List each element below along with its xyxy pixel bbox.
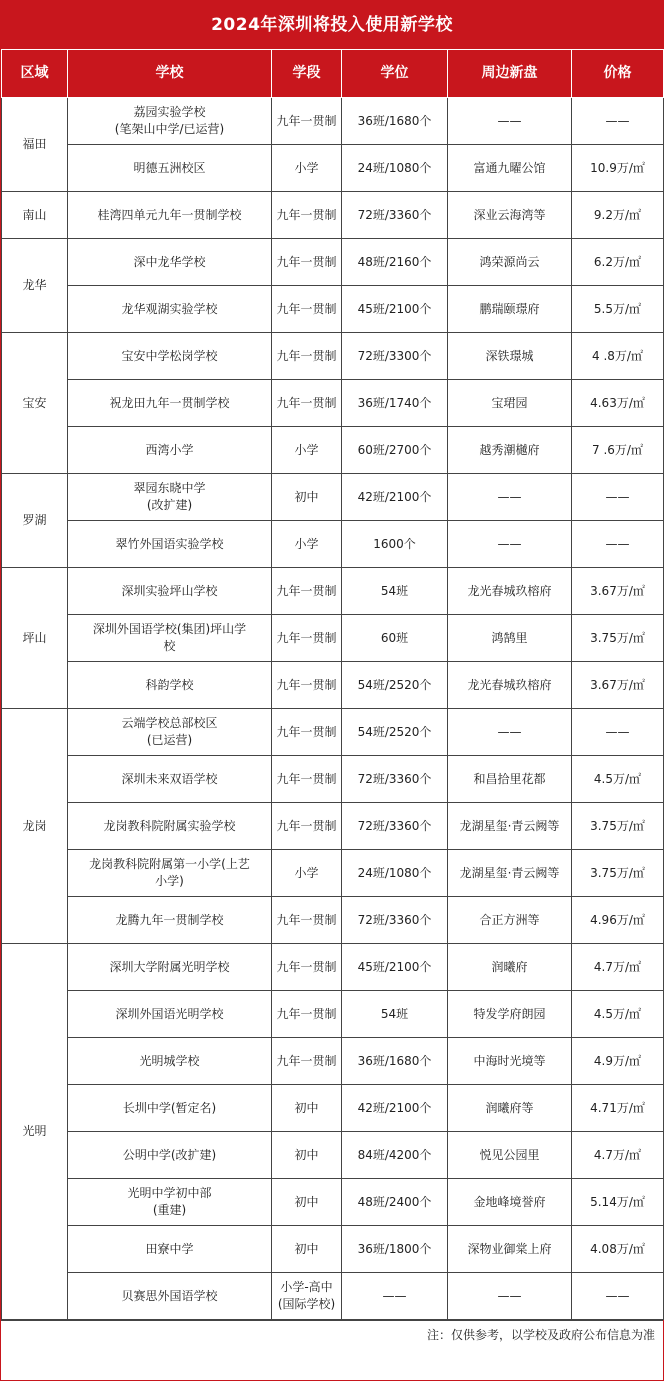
cell-estate: 润曦府等 bbox=[448, 1085, 572, 1132]
table-row bbox=[2, 850, 664, 897]
cell-district: 光明 bbox=[2, 944, 68, 1320]
cell-estate: 润曦府 bbox=[448, 944, 572, 991]
table-row bbox=[2, 568, 664, 615]
table-row bbox=[2, 333, 664, 380]
cell-school: 田寮中学 bbox=[68, 1226, 272, 1273]
cell-price: 9.2万/㎡ bbox=[572, 192, 664, 239]
cell-price: 4.5万/㎡ bbox=[572, 756, 664, 803]
cell-estate: 富通九曜公馆 bbox=[448, 145, 572, 192]
cell-seats: 36班/1740个 bbox=[342, 380, 448, 427]
cell-price: 4 .8万/㎡ bbox=[572, 333, 664, 380]
table-header-row bbox=[2, 50, 664, 98]
table-row bbox=[2, 897, 664, 944]
cell-price: —— bbox=[572, 521, 664, 568]
cell-estate: 深物业御棠上府 bbox=[448, 1226, 572, 1273]
cell-estate: 鸿鹄里 bbox=[448, 615, 572, 662]
cell-stage: 九年一贯制 bbox=[272, 897, 342, 944]
table-row bbox=[2, 991, 664, 1038]
cell-seats: 1600个 bbox=[342, 521, 448, 568]
table-row bbox=[2, 427, 664, 474]
cell-seats: 54班/2520个 bbox=[342, 662, 448, 709]
cell-price: —— bbox=[572, 709, 664, 756]
cell-school: 桂湾四单元九年一贯制学校 bbox=[68, 192, 272, 239]
cell-estate: 中海时光境等 bbox=[448, 1038, 572, 1085]
cell-district: 坪山 bbox=[2, 568, 68, 709]
cell-stage: 小学 bbox=[272, 145, 342, 192]
cell-price: 5.14万/㎡ bbox=[572, 1179, 664, 1226]
cell-stage: 九年一贯制 bbox=[272, 709, 342, 756]
cell-school: 科韵学校 bbox=[68, 662, 272, 709]
cell-seats: 45班/2100个 bbox=[342, 944, 448, 991]
table-row bbox=[2, 98, 664, 145]
cell-school: 深圳外国语光明学校 bbox=[68, 991, 272, 1038]
table-row bbox=[2, 521, 664, 568]
cell-price: 4.08万/㎡ bbox=[572, 1226, 664, 1273]
table-row bbox=[2, 192, 664, 239]
cell-price: 4.63万/㎡ bbox=[572, 380, 664, 427]
table-row bbox=[2, 662, 664, 709]
cell-estate: —— bbox=[448, 521, 572, 568]
cell-stage: 九年一贯制 bbox=[272, 1038, 342, 1085]
cell-price: 3.75万/㎡ bbox=[572, 803, 664, 850]
cell-seats: 24班/1080个 bbox=[342, 850, 448, 897]
cell-district: 福田 bbox=[2, 98, 68, 192]
table-row bbox=[2, 239, 664, 286]
cell-seats: 54班 bbox=[342, 991, 448, 1038]
cell-price: 4.96万/㎡ bbox=[572, 897, 664, 944]
cell-seats: 36班/1800个 bbox=[342, 1226, 448, 1273]
cell-stage: 初中 bbox=[272, 1085, 342, 1132]
table-row bbox=[2, 1179, 664, 1226]
cell-estate: 深业云海湾等 bbox=[448, 192, 572, 239]
cell-price: 6.2万/㎡ bbox=[572, 239, 664, 286]
cell-stage: 九年一贯制 bbox=[272, 380, 342, 427]
cell-estate: 悦见公园里 bbox=[448, 1132, 572, 1179]
cell-estate: —— bbox=[448, 1273, 572, 1320]
cell-school: 西湾小学 bbox=[68, 427, 272, 474]
cell-stage: 九年一贯制 bbox=[272, 333, 342, 380]
cell-seats: 72班/3360个 bbox=[342, 897, 448, 944]
cell-school: 祝龙田九年一贯制学校 bbox=[68, 380, 272, 427]
cell-seats: 36班/1680个 bbox=[342, 98, 448, 145]
cell-seats: 54班/2520个 bbox=[342, 709, 448, 756]
footnote: 注：仅供参考，以学校及政府公布信息为准 bbox=[1, 1320, 663, 1350]
cell-estate: 金地峰境誉府 bbox=[448, 1179, 572, 1226]
cell-price: —— bbox=[572, 1273, 664, 1320]
table-row bbox=[2, 286, 664, 333]
cell-school: 深圳实验坪山学校 bbox=[68, 568, 272, 615]
cell-stage: 初中 bbox=[272, 1226, 342, 1273]
table-row bbox=[2, 380, 664, 427]
cell-seats: 60班/2700个 bbox=[342, 427, 448, 474]
cell-school: 深中龙华学校 bbox=[68, 239, 272, 286]
cell-stage: 九年一贯制 bbox=[272, 239, 342, 286]
cell-stage: 小学 bbox=[272, 521, 342, 568]
cell-stage: 九年一贯制 bbox=[272, 991, 342, 1038]
cell-school: 宝安中学松岗学校 bbox=[68, 333, 272, 380]
cell-stage: 小学-高中 (国际学校) bbox=[272, 1273, 342, 1320]
cell-price: 4.7万/㎡ bbox=[572, 1132, 664, 1179]
cell-stage: 九年一贯制 bbox=[272, 803, 342, 850]
table-row bbox=[2, 1273, 664, 1320]
cell-seats: 72班/3360个 bbox=[342, 192, 448, 239]
cell-school: 翠园东晓中学 (改扩建) bbox=[68, 474, 272, 521]
cell-school: 长圳中学(暂定名) bbox=[68, 1085, 272, 1132]
cell-price: 4.9万/㎡ bbox=[572, 1038, 664, 1085]
cell-school: 龙岗教科院附属第一小学(上艺 小学) bbox=[68, 850, 272, 897]
cell-estate: 鹏瑞颐璟府 bbox=[448, 286, 572, 333]
cell-seats: 54班 bbox=[342, 568, 448, 615]
cell-price: 4.71万/㎡ bbox=[572, 1085, 664, 1132]
table-row bbox=[2, 756, 664, 803]
cell-estate: 宝珺园 bbox=[448, 380, 572, 427]
cell-seats: 72班/3360个 bbox=[342, 803, 448, 850]
cell-estate: —— bbox=[448, 98, 572, 145]
cell-stage: 初中 bbox=[272, 1179, 342, 1226]
cell-school: 龙腾九年一贯制学校 bbox=[68, 897, 272, 944]
cell-stage: 九年一贯制 bbox=[272, 286, 342, 333]
table-row bbox=[2, 1085, 664, 1132]
cell-estate: 龙光春城玖榕府 bbox=[448, 662, 572, 709]
cell-price: 3.67万/㎡ bbox=[572, 568, 664, 615]
cell-seats: 36班/1680个 bbox=[342, 1038, 448, 1085]
cell-estate: 越秀潮樾府 bbox=[448, 427, 572, 474]
cell-school: 贝赛思外国语学校 bbox=[68, 1273, 272, 1320]
table-row bbox=[2, 1038, 664, 1085]
cell-school: 深圳未来双语学校 bbox=[68, 756, 272, 803]
cell-estate: 特发学府朗园 bbox=[448, 991, 572, 1038]
cell-seats: 42班/2100个 bbox=[342, 474, 448, 521]
cell-district: 龙岗 bbox=[2, 709, 68, 944]
cell-price: 7 .6万/㎡ bbox=[572, 427, 664, 474]
cell-stage: 九年一贯制 bbox=[272, 944, 342, 991]
header-price: 价格 bbox=[572, 50, 664, 98]
cell-district: 宝安 bbox=[2, 333, 68, 474]
cell-district: 南山 bbox=[2, 192, 68, 239]
cell-seats: 42班/2100个 bbox=[342, 1085, 448, 1132]
cell-price: 3.75万/㎡ bbox=[572, 615, 664, 662]
cell-school: 光明城学校 bbox=[68, 1038, 272, 1085]
table-row bbox=[2, 709, 664, 756]
table-row bbox=[2, 1226, 664, 1273]
cell-estate: —— bbox=[448, 474, 572, 521]
cell-seats: 24班/1080个 bbox=[342, 145, 448, 192]
cell-school: 光明中学初中部 (重建) bbox=[68, 1179, 272, 1226]
header-stage: 学段 bbox=[272, 50, 342, 98]
cell-estate: 龙光春城玖榕府 bbox=[448, 568, 572, 615]
cell-school: 明德五洲校区 bbox=[68, 145, 272, 192]
cell-stage: 九年一贯制 bbox=[272, 568, 342, 615]
cell-seats: 48班/2400个 bbox=[342, 1179, 448, 1226]
cell-estate: —— bbox=[448, 709, 572, 756]
header-district: 区域 bbox=[2, 50, 68, 98]
cell-price: 4.5万/㎡ bbox=[572, 991, 664, 1038]
cell-school: 深圳大学附属光明学校 bbox=[68, 944, 272, 991]
cell-price: 5.5万/㎡ bbox=[572, 286, 664, 333]
cell-school: 荔园实验学校 (笔架山中学/已运营) bbox=[68, 98, 272, 145]
table-row bbox=[2, 803, 664, 850]
page-title: 2024年深圳将投入使用新学校 bbox=[1, 1, 663, 49]
cell-seats: 72班/3360个 bbox=[342, 756, 448, 803]
cell-price: 4.7万/㎡ bbox=[572, 944, 664, 991]
cell-seats: 60班 bbox=[342, 615, 448, 662]
cell-estate: 龙湖星玺·青云阙等 bbox=[448, 803, 572, 850]
table-row bbox=[2, 474, 664, 521]
cell-stage: 小学 bbox=[272, 850, 342, 897]
cell-district: 龙华 bbox=[2, 239, 68, 333]
cell-stage: 初中 bbox=[272, 474, 342, 521]
table-row bbox=[2, 944, 664, 991]
cell-price: 3.75万/㎡ bbox=[572, 850, 664, 897]
cell-seats: —— bbox=[342, 1273, 448, 1320]
table-row bbox=[2, 1132, 664, 1179]
cell-school: 龙岗教科院附属实验学校 bbox=[68, 803, 272, 850]
cell-school: 龙华观湖实验学校 bbox=[68, 286, 272, 333]
cell-school: 翠竹外国语实验学校 bbox=[68, 521, 272, 568]
cell-price: —— bbox=[572, 474, 664, 521]
cell-price: 3.67万/㎡ bbox=[572, 662, 664, 709]
cell-stage: 九年一贯制 bbox=[272, 756, 342, 803]
cell-estate: 龙湖星玺·青云阙等 bbox=[448, 850, 572, 897]
cell-school: 云端学校总部校区 (已运营) bbox=[68, 709, 272, 756]
cell-school: 深圳外国语学校(集团)坪山学 校 bbox=[68, 615, 272, 662]
cell-stage: 初中 bbox=[272, 1132, 342, 1179]
cell-estate: 深铁璟城 bbox=[448, 333, 572, 380]
header-estate: 周边新盘 bbox=[448, 50, 572, 98]
table-row bbox=[2, 615, 664, 662]
cell-stage: 小学 bbox=[272, 427, 342, 474]
cell-stage: 九年一贯制 bbox=[272, 662, 342, 709]
cell-price: 10.9万/㎡ bbox=[572, 145, 664, 192]
cell-seats: 72班/3300个 bbox=[342, 333, 448, 380]
header-school: 学校 bbox=[68, 50, 272, 98]
cell-estate: 合正方洲等 bbox=[448, 897, 572, 944]
table-body bbox=[2, 98, 664, 1320]
cell-seats: 84班/4200个 bbox=[342, 1132, 448, 1179]
cell-stage: 九年一贯制 bbox=[272, 192, 342, 239]
cell-seats: 45班/2100个 bbox=[342, 286, 448, 333]
cell-stage: 九年一贯制 bbox=[272, 615, 342, 662]
school-table bbox=[1, 49, 664, 1320]
cell-price: —— bbox=[572, 98, 664, 145]
cell-stage: 九年一贯制 bbox=[272, 98, 342, 145]
cell-estate: 鸿荣源尚云 bbox=[448, 239, 572, 286]
cell-district: 罗湖 bbox=[2, 474, 68, 568]
cell-seats: 48班/2160个 bbox=[342, 239, 448, 286]
cell-estate: 和昌拾里花都 bbox=[448, 756, 572, 803]
table-row bbox=[2, 145, 664, 192]
header-seats: 学位 bbox=[342, 50, 448, 98]
cell-school: 公明中学(改扩建) bbox=[68, 1132, 272, 1179]
